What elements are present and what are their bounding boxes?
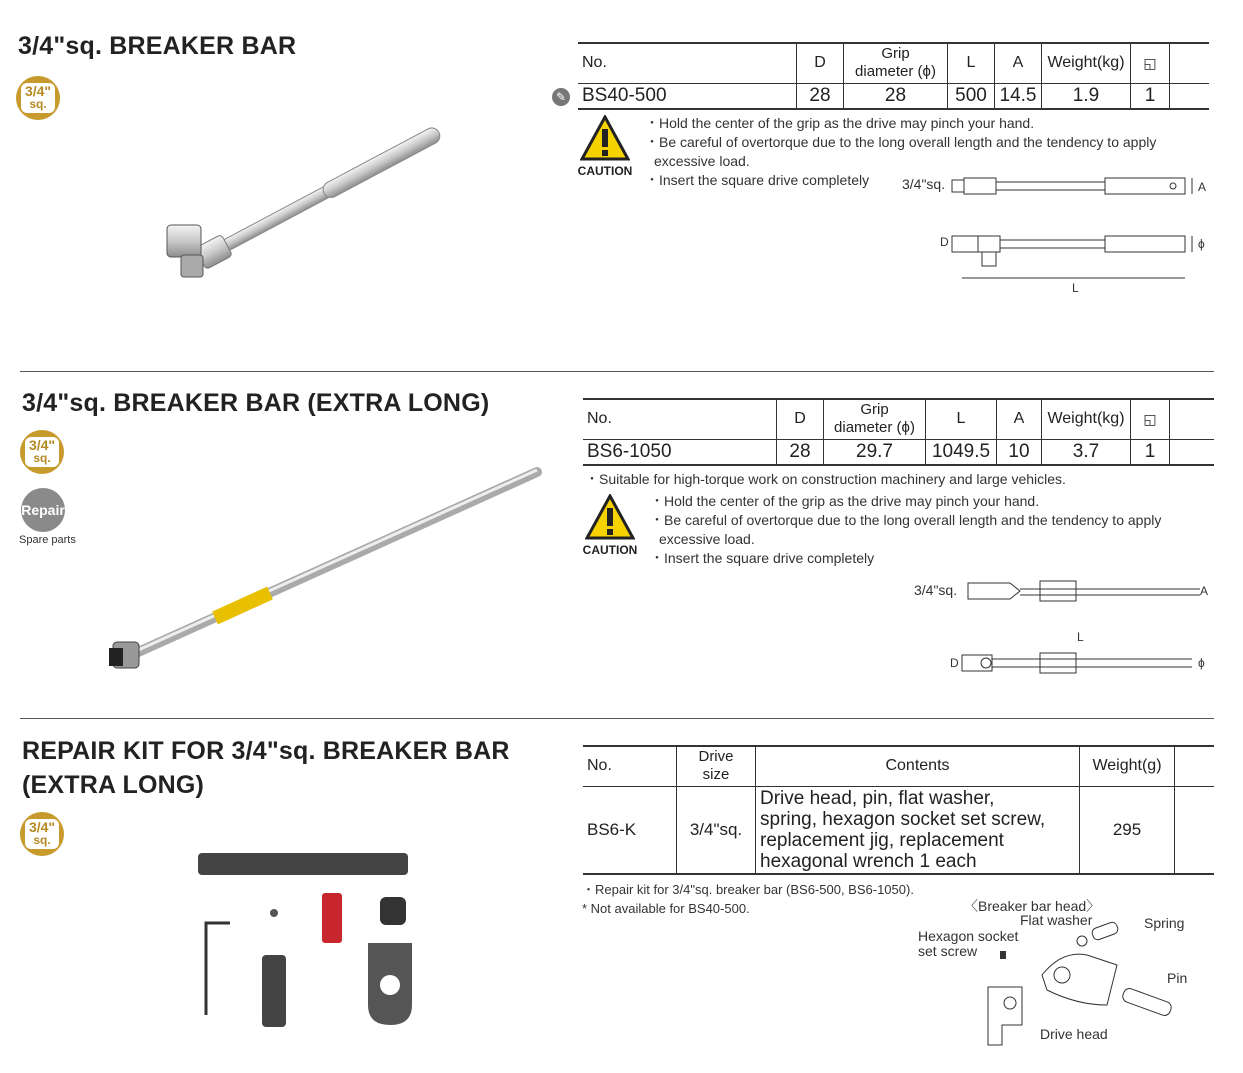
divider-2 (20, 718, 1214, 719)
col-l: L (948, 43, 995, 83)
cell-weight: 1.9 (1042, 83, 1131, 109)
breaker-bar-image (155, 95, 495, 295)
cell-l: 500 (948, 83, 995, 109)
caution-label: CAUTION (577, 164, 633, 178)
cell-qty: 1 (1131, 83, 1170, 109)
caution-icon (580, 115, 630, 161)
note-top-section2: ・Suitable for high-torque work on construction machinery and large vehicles. (585, 471, 1066, 487)
size-badge (16, 76, 60, 120)
svg-text:ϕ: ϕ (1198, 656, 1205, 670)
badge-line2: sq. (29, 97, 47, 111)
svg-text:L: L (1072, 281, 1079, 295)
section2-title: 3/4"sq. BREAKER BAR (EXTRA LONG) (22, 389, 490, 417)
notes-section1: ・Hold the center of the grip as the drive may pinch your hand. ・Be careful of overtorque due to the long overall length and the tendency to apply excessive load. ・Insert the square drive completely (645, 115, 1157, 188)
notes-section3: ・Repair kit for 3/4"sq. breaker bar (BS6-500, BS6-1050). * Not available for BS40-500. (582, 882, 914, 916)
extra-long-breaker-bar-image (105, 460, 545, 690)
section1-title: 3/4"sq. BREAKER BAR (18, 32, 297, 60)
badge-line1: 3/4" (24, 83, 52, 99)
svg-text:Pin: Pin (1167, 970, 1188, 986)
svg-text:A: A (1200, 584, 1209, 598)
repair-badge: Repair (21, 488, 65, 532)
col-grip: Grip diameter (ϕ) (844, 43, 948, 83)
svg-text:Hexagon socket: Hexagon socket (918, 928, 1019, 944)
svg-text:Drive head: Drive head (1040, 1026, 1108, 1042)
col-no: No. (578, 43, 797, 83)
section3-title: REPAIR KIT FOR 3/4"sq. BREAKER BAR (EXTRA LONG) (22, 737, 510, 799)
col-box-icon: ◱ (1131, 43, 1170, 83)
svg-text:3/4"sq.: 3/4"sq. (914, 582, 958, 598)
divider-1 (20, 371, 1214, 372)
cell-no: BS40-500 (578, 83, 797, 109)
exploded-diagram (912, 895, 1212, 1055)
spare-parts-label: Spare parts (19, 534, 76, 546)
size-badge: 3/4" sq. (20, 430, 64, 474)
cell-d: 28 (797, 83, 844, 109)
size-badge: 3/4" sq. (20, 812, 64, 856)
svg-text:Flat washer: Flat washer (1020, 912, 1093, 928)
svg-text:set screw: set screw (918, 943, 978, 959)
svg-text:3/4"sq.: 3/4"sq. (902, 176, 946, 192)
svg-text:L: L (1077, 630, 1084, 644)
caution-icon (585, 494, 635, 540)
svg-text:D: D (940, 235, 949, 249)
cell-a: 14.5 (995, 83, 1042, 109)
svg-text:ϕ: ϕ (1198, 237, 1205, 251)
cell-grip: 28 (844, 83, 948, 109)
wrench-mark-icon: ✎ (552, 88, 570, 106)
caution-block-2: CAUTION (582, 494, 638, 557)
notes-section2: ・Hold the center of the grip as the drive may pinch your hand. ・Be careful of overtorque due to the long overall length and the tendency to apply excessive load. ・Insert the square drive completely (650, 493, 1162, 566)
col-box-icon: ◱ (1131, 399, 1170, 439)
col-weight: Weight(kg) (1042, 43, 1131, 83)
spec-table-bs6-k: No. Drive size Contents Weight(g) BS6-K 3/4"sq. Drive head, pin, flat washer, spring, hexagon socket set screw, replacement jig, replacement hexagonal wrench 1 each 295 (583, 745, 1214, 875)
spec-table-bs40 (578, 42, 1209, 110)
col-a: A (995, 43, 1042, 83)
repair-kit-image (190, 845, 430, 1045)
spec-table-bs6-1050: No. D Grip diameter (ϕ) L A Weight(kg) ◱ BS6-1050 28 29.7 1049.5 10 3.7 1 (583, 398, 1214, 466)
col-d: D (797, 43, 844, 83)
dimension-diagram-2 (910, 575, 1220, 685)
caution-block-1 (577, 115, 633, 178)
svg-text:〈Breaker bar head〉: 〈Breaker bar head〉 (964, 898, 1101, 914)
svg-text:Spring: Spring (1144, 915, 1185, 931)
svg-text:A: A (1198, 180, 1207, 194)
dimension-diagram-1 (900, 170, 1220, 300)
cell-contents: Drive head, pin, flat washer, spring, hexagon socket set screw, replacement jig, replacement hexagonal wrench 1 each (756, 786, 1080, 874)
svg-text:D: D (950, 656, 959, 670)
